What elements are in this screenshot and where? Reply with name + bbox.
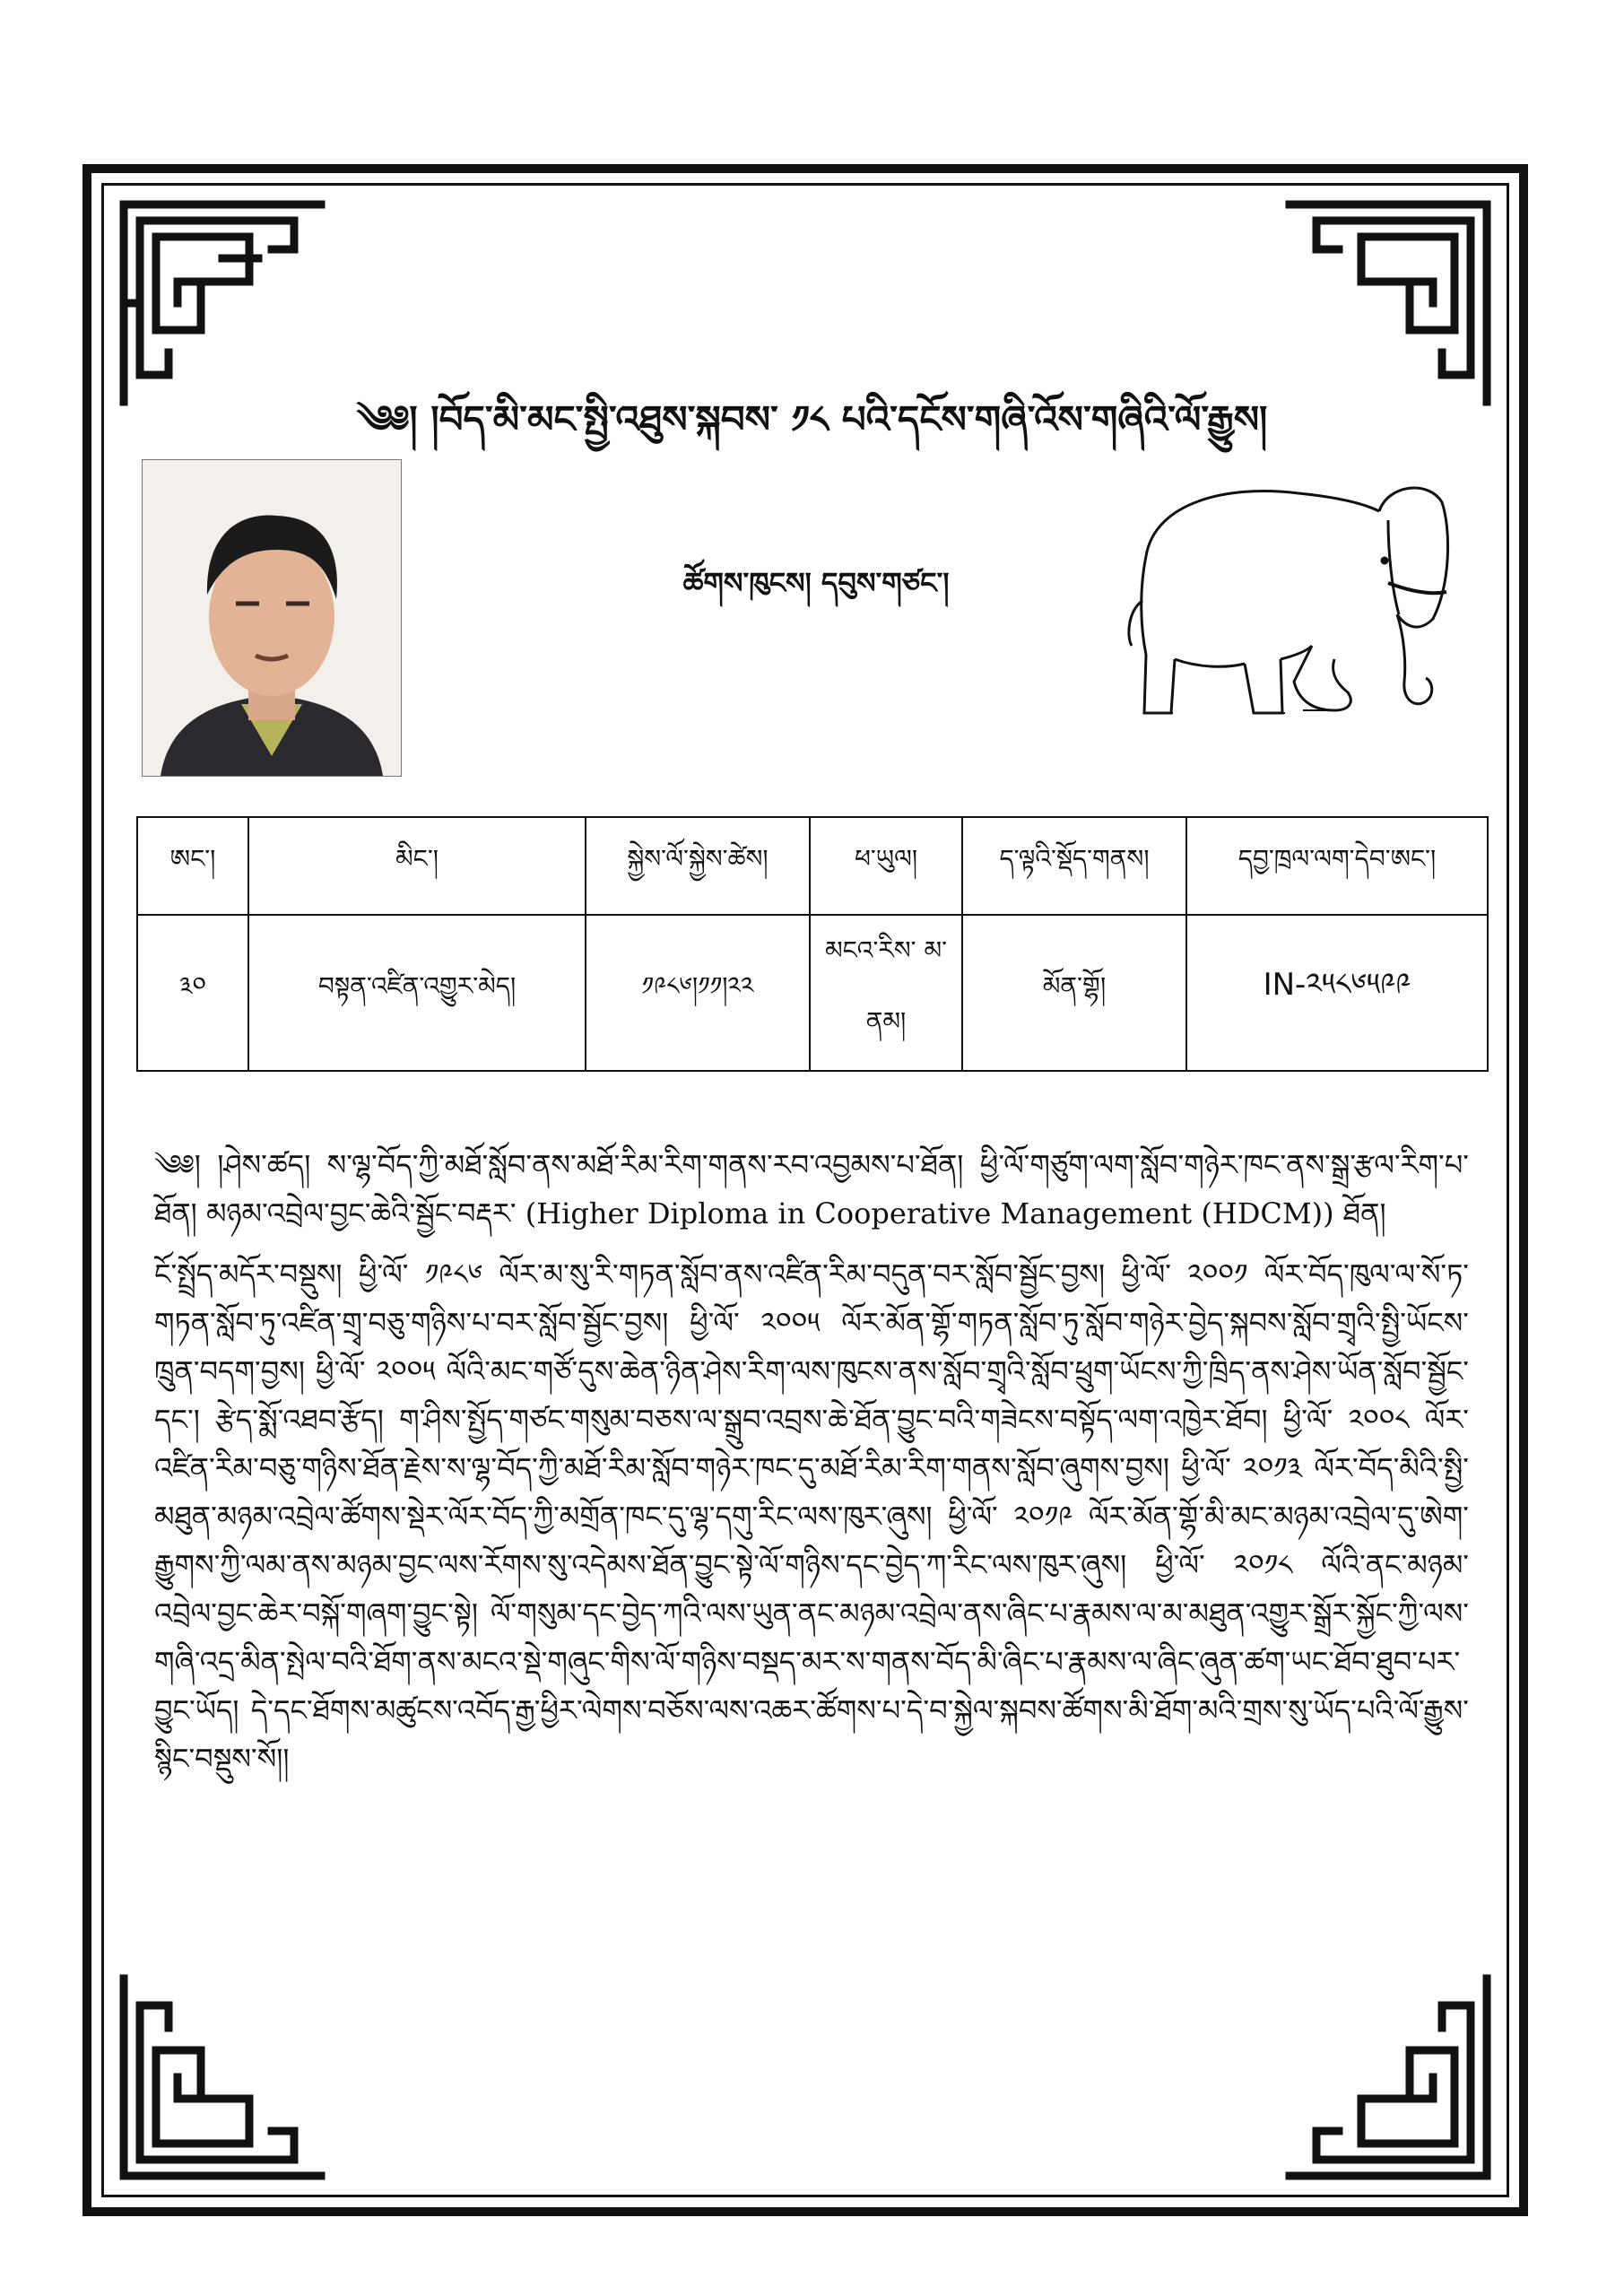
profile-paragraph: ངོ་སྤྲོད་མདོར་བསྡུས། ཕྱི་ལོ་ ༡༩༨༦ ལོར་མ་སུ་རི་གཏན་སློབ་ནས་འཛིན་རིམ་བདུན་བར་སློབ་སྦྱོང་བྱས། ཕྱི་ལོ་ ༢༠༠༡ ལོར་བོད་ཁུལ་ལ་སོ་ཏ་གཏན་སློབ་ཏུ་འཛིན་གྲྭ་བཅུ་གཉིས་པ་བར་སློབ་སྦྱོང་བྱས། ཕྱི་ལོ་ ༢༠༠༥ ལོར་མོན་གྷོ་གཏན་སློབ་ཏུ་སློབ་གཉེར་བྱེད་སྐབས་སློབ་གྲྭའི་སྤྱི་ཡོངས་ཁྲུན་བདག་བྱས། ཕྱི་ལོ་ ༢༠༠༥ ལོའི་མང་གཙོ་དུས་ཆེན་ཉིན་ཤེས་རིག་ལས་ཁུངས་ནས་སློབ་གྲྭའི་སློབ་ཕྲུག་ཡོངས་ཀྱི་ཁྲིད་ནས་ཤེས་ཡོན་སློབ་སྦྱོང་དང་། རྩེད་སྨོ་འཐབ་རྩོད། ག་ཤིས་སྤྱོད་གཙང་གསུམ་བཅས་ལ་སྒྲུབ་འབྲས་ཆེ་ཐོན་བྱུང་བའི་གཟེངས་བསྟོད་ལག་འཁྱེར་ཐོབ། ཕྱི་ལོ་ ༢༠༠༨ ལོར་འཛིན་རིམ་བཅུ་གཉིས་ཐོན་རྗེས་ས་ལྷ་བོད་ཀྱི་མཐོ་རིམ་སློབ་གཉེར་ཁང་དུ་མཐོ་རིམ་རིག་གནས་སློབ་ཞུགས་བྱས། ཕྱི་ལོ་ ༢༠༡༣ ལོར་བོད་མིའི་སྤྱི་མཐུན་མཉམ་འབྲེལ་ཚོགས་སྡེར་ལོར་བོད་ཀྱི་མགྲོན་ཁང་དུ་ལྷ་དགུ་རིང་ལས་ཁུར་ཞུས། ཕྱི་ལོ་ ༢༠༡༩ ལོར་མོན་གྷོ་མི་མང་མཉམ་འབྲེལ་དུ་ཨེག་རྒྱུགས་ཀྱི་ལམ་ནས་མཉམ་བྱང་ལས་རོགས་སུ་འདེམས་ཐོན་བྱུང་སྟེ་ལོ་གཉིས་དང་བྱེད་ཀ་རིང་ལས་ཁུར་ཞུས། ཕྱི་ལོ་ ༢༠༡༨ ལོའི་ནང་མཉམ་འབྲེལ་བྱང་ཆེར་བསྐོ་གཞག་བྱུང་སྟེ། ལོ་གསུམ་དང་བྱེད་ཀའི་ལས་ཡུན་ནང་མཉམ་འབྲེལ་ནས་ཞིང་པ་རྣམས་ལ་མ་མཐུན་འགྱུར་སྒྲོར་སྐྱོང་ཀྱི་ལས་གཞི་འདྲ་མིན་སྤེལ་བའི་ཐོག་ནས་མངའ་སྡེ་གཞུང་གིས་ལོ་གཉིས་བསྡད་མར་ས་གནས་བོད་མི་ཞིང་པ་རྣམས་ལ་ཞིང་ཞུན་ཚག་ཡང་ཐོབ་ཐུབ་པར་བྱུང་ཡོད། དེ་དང་ཐོགས་མཚུངས་འབོད་རྒྱ་ཕྱིར་ལེགས་བཅོས་ལས་འཆར་ཚོགས་པ་དེ་བ་སྐྱེལ་སྐབས་ཚོགས་མི་ཐོག་མའི་གྲས་སུ་ཡོད་པའི་ལོ་རྒྱུས་སྙིང་བསྡུས་སོ།། — [154, 1257, 1469, 1776]
cell-number: ༣༠ — [137, 915, 248, 1071]
elephant-icon — [1119, 466, 1469, 735]
table-row — [137, 915, 1488, 1071]
cell-name: བསྟན་འཛིན་འགྱུར་མེད། — [248, 915, 586, 1071]
cell-current-residence: མོན་གྷོ། — [962, 915, 1186, 1071]
corner-ornament-icon — [1281, 1970, 1496, 2185]
header-current-residence: ད་ལྟའི་སྡོད་གནས། — [962, 817, 1186, 915]
page-title: ༄༅། །བོད་མི་མང་སྤྱི་འཐུས་སྐབས་ ༡༨ པའི་དངོས་གཞི་འོས་གཞིའི་ལོ་རྒྱུས། — [356, 397, 1268, 441]
education-paragraph: ༄༅། །ཤེས་ཚད། ས་ལྷ་བོད་ཀྱི་མཐོ་སློབ་ནས་མཐོ་རིམ་རིག་གནས་རབ་འབྱམས་པ་ཐོན། ཕྱི་ལོ་གཙུག་ལག་སློབ་གཉེར་ཁང་ནས་སྒྲ་རྩལ་རིག་པ་ཐོན། མཉམ་འབྲེལ་བྱང་ཆེའི་སྦྱོང་བརྡར་ (Higher Diploma in Cooperative Management (HDCM)) ཐོན། — [154, 1148, 1469, 1231]
candidate-photo — [142, 459, 402, 777]
corner-ornament-icon — [115, 1970, 330, 2185]
cell-native-place: མངའ་རིས་ མ་ནམ། — [810, 915, 962, 1071]
cell-green-book-number: IN-༢༥༨༦༥༩༩ — [1186, 915, 1488, 1071]
biography — [154, 1141, 1469, 1783]
header-green-book-number: དབྱ་ཁྲལ་ལག་དེབ་ཨང་། — [1186, 817, 1488, 915]
constituency-label: ཚོགས་ཁུངས། དབུས་གཙང་། — [682, 566, 950, 600]
header-number: ཨང་། — [137, 817, 248, 915]
header-native-place: ཕ་ཡུལ། — [810, 817, 962, 915]
cell-birth-date: ༡༩༨༦།༡༡།༢༢ — [586, 915, 810, 1071]
header-name: མིང་། — [248, 817, 586, 915]
table-header-row — [137, 817, 1488, 915]
candidate-info-table — [136, 816, 1489, 1072]
header-birth-date: སྐྱེས་ལོ་སྐྱེས་ཚེས། — [586, 817, 810, 915]
